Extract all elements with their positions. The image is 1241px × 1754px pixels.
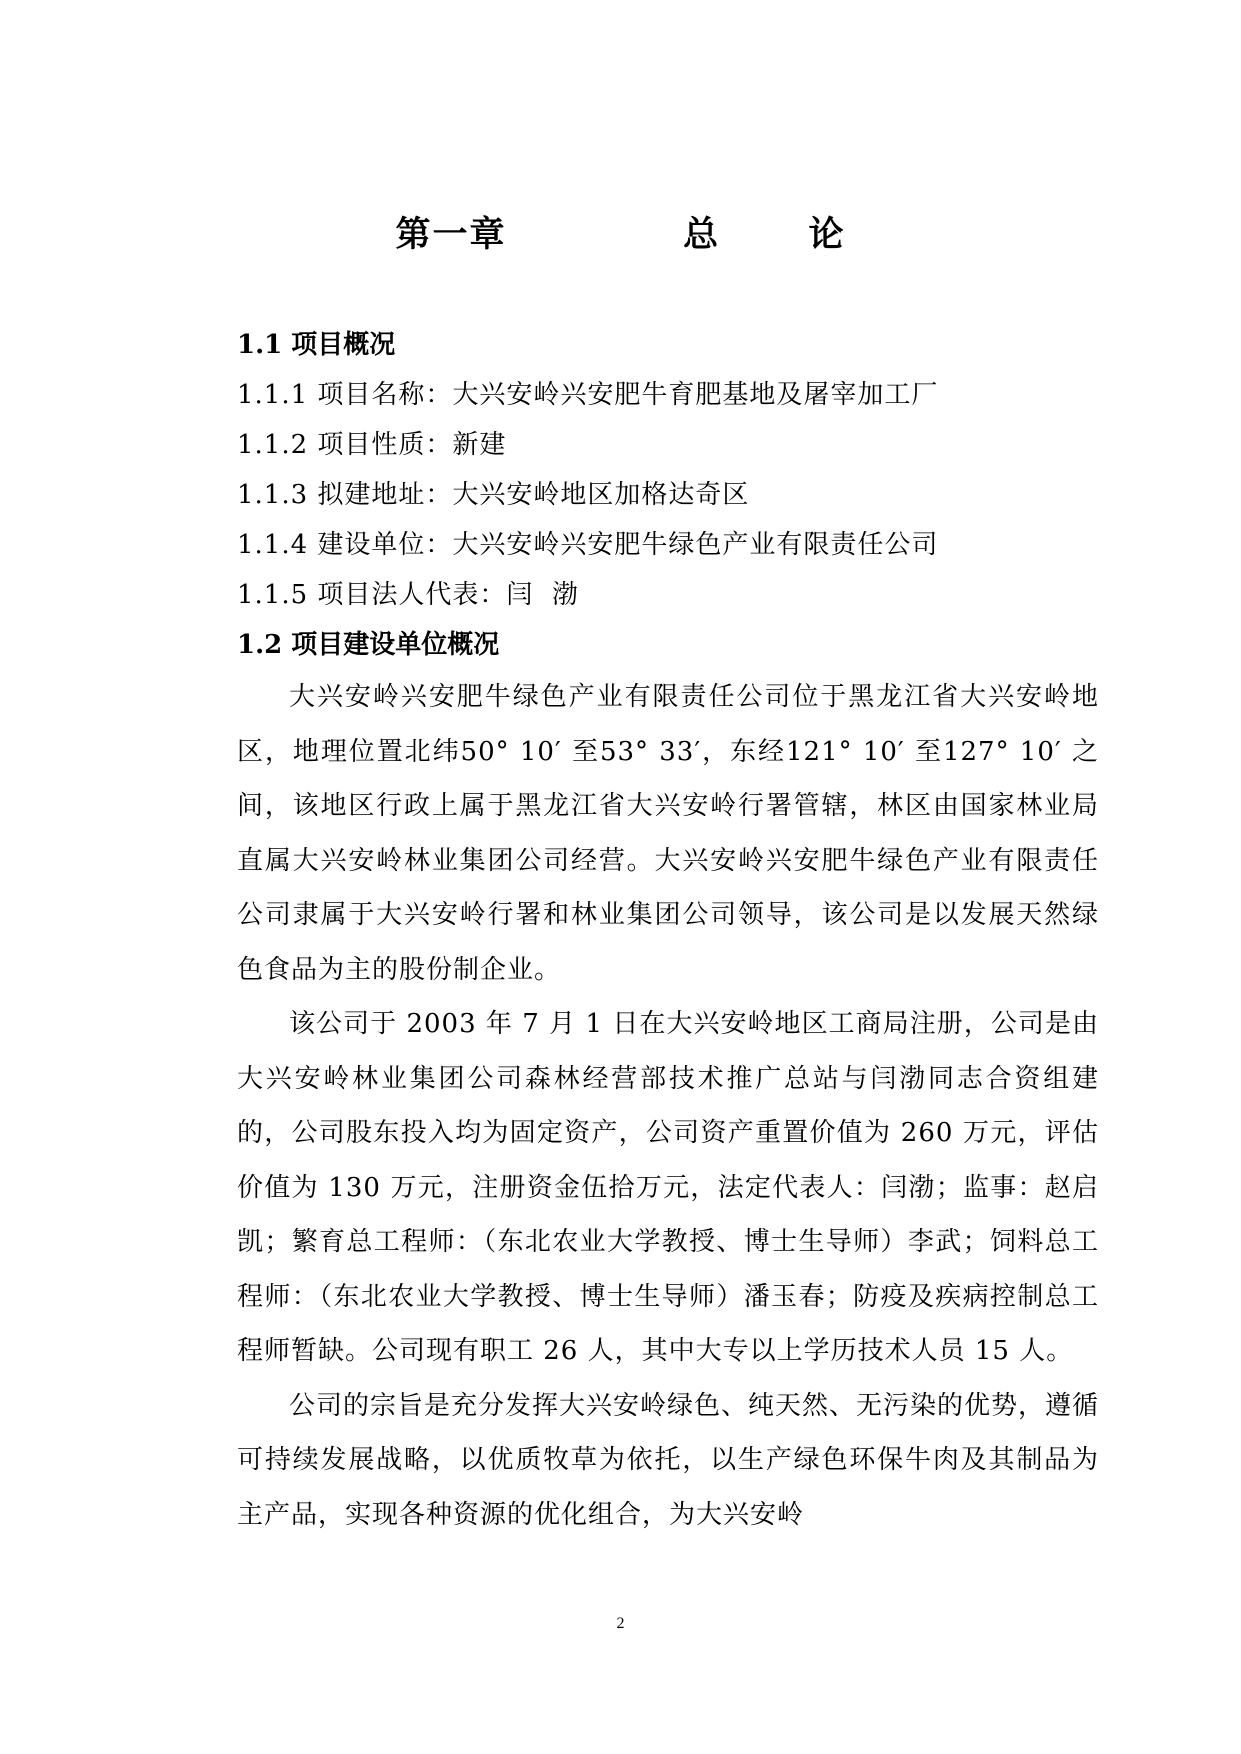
body-paragraph: 公司的宗旨是充分发挥大兴安岭绿色、纯天然、无污染的优势，遵循可持续发展战略，以优质牧草为依托，以生产绿色环保牛肉及其制品为主产品，实现各种资源的优化组合，为大兴安岭	[237, 1390, 1100, 1530]
body-paragraph: 该公司于 2003 年 7 月 1 日在大兴安岭地区工商局注册，公司是由大兴安岭林业集团公司森林经营部技术推广总站与闫渤同志合资组建的，公司股东投入均为固定资产，公司资产重置价值为 260 万元，评估价值为 130 万元，注册资金伍拾万元，法定代表人：闫渤；监事：赵启凯；繁育总工程师：（东北农业大学教授、博士生导师）李武；饲料总工程师：（东北农业大学教授、博士生导师）潘玉春；防疫及疾病控制总工程师暂缺。公司现有职工 26 人，其中大专以上学历技术人员 15 人。	[237, 1009, 1099, 1366]
project-address-item: 1.1.3 拟建地址：大兴安岭地区加格达奇区	[237, 480, 750, 510]
construction-unit-item: 1.1.4 建设单位：大兴安岭兴安肥牛绿色产业有限责任公司	[237, 530, 939, 560]
project-name-item: 1.1.1 项目名称：大兴安岭兴安肥牛育肥基地及屠宰加工厂	[237, 380, 939, 410]
document-body	[237, 320, 1099, 1542]
page-number: 2	[616, 1615, 625, 1632]
body-paragraph: 大兴安岭兴安肥牛绿色产业有限责任公司位于黑龙江省大兴安岭地区，地理位置北纬50° 10′ 至53° 33′，东经121° 10′ 至127° 10′ 之间，该地区行政上属于黑龙江省大兴安岭行署管辖，林区由国家林业局直属大兴安岭林业集团公司经营。大兴安岭兴安肥牛绿色产业有限责任公司隶属于大兴安岭行署和林业集团公司领导，该公司是以发展天然绿色食品为主的股份制企业。	[237, 682, 1099, 985]
section-heading-1-1: 1.1 项目概况	[237, 330, 396, 360]
chapter-title: 第一章 总 论	[395, 214, 846, 255]
legal-representative-item: 1.1.5 项目法人代表：闫 渤	[237, 580, 579, 610]
project-nature-item: 1.1.2 项目性质：新建	[237, 430, 507, 460]
section-heading-1-2: 1.2 项目建设单位概况	[237, 630, 500, 660]
